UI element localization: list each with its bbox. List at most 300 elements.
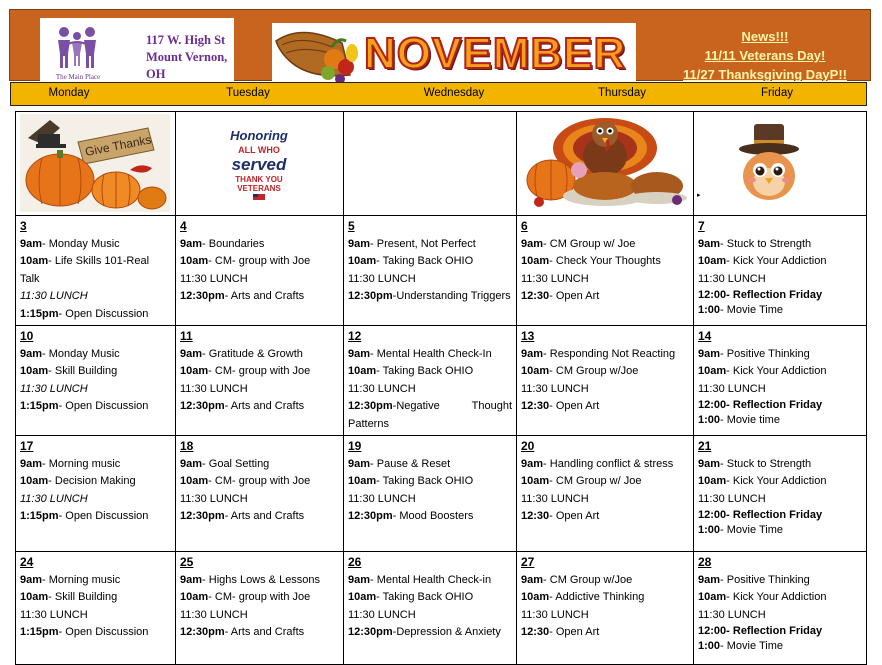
- day-number: 24: [20, 555, 34, 569]
- schedule-event: [20, 456, 171, 474]
- give-thanks-pumpkins-icon: [20, 114, 170, 212]
- event-title: Arts and Crafts: [230, 510, 305, 522]
- event-time: 1:15pm: [20, 626, 59, 638]
- event-separator: -: [370, 573, 377, 586]
- event-title: Mental Health Check-in: [376, 573, 492, 586]
- honoring-line: THANK YOU: [235, 175, 283, 184]
- schedule-event: [180, 288, 339, 306]
- schedule-event: [521, 607, 689, 625]
- event-time: 12:00: [698, 399, 727, 411]
- event-separator: -: [202, 457, 209, 470]
- event-separator: -: [549, 400, 556, 412]
- week-row: [16, 436, 867, 552]
- event-title: Taking Back OHIO: [382, 475, 474, 487]
- schedule-event: [698, 398, 862, 413]
- event-time: 9am: [698, 347, 721, 360]
- event-separator: -: [208, 365, 215, 377]
- schedule-event: [348, 508, 512, 526]
- schedule-event: [20, 491, 171, 509]
- schedule-event: [180, 624, 339, 642]
- event-separator: -: [726, 255, 733, 267]
- event-title: 11:30 LUNCH: [521, 608, 589, 621]
- day-cell: [517, 552, 694, 665]
- schedule-event: [698, 288, 862, 303]
- event-separator: -: [376, 255, 383, 267]
- event-title: 11:30 LUNCH: [348, 382, 416, 395]
- schedule-event: [521, 288, 689, 306]
- event-title: Negative Thought Patterns: [348, 400, 512, 430]
- image-cell: [176, 112, 344, 216]
- event-separator: -: [376, 591, 383, 603]
- event-time: 9am: [521, 573, 544, 586]
- event-title: CM Group w/ Joe: [549, 237, 636, 250]
- event-title: 11:30 LUNCH: [20, 492, 88, 505]
- event-title: Open Art: [555, 510, 600, 522]
- event-separator: -: [48, 591, 55, 603]
- event-time: 1:00: [698, 304, 721, 316]
- event-title: CM Group w/ Joe: [555, 475, 642, 487]
- event-separator: -: [202, 347, 209, 360]
- day-cell: [16, 326, 176, 436]
- schedule-event: [348, 381, 512, 399]
- event-title: Kick Your Addiction: [732, 255, 827, 267]
- schedule-event: [20, 346, 171, 364]
- schedule-event: [180, 253, 339, 271]
- schedule-event: [180, 363, 339, 381]
- event-title: Movie Time: [726, 304, 784, 316]
- schedule-event: [521, 236, 689, 254]
- day-number: 7: [698, 219, 705, 233]
- image-cell: [694, 112, 867, 216]
- event-time: 12:00: [698, 289, 727, 301]
- schedule-event: [20, 508, 171, 526]
- event-separator: -: [720, 457, 727, 470]
- event-title: Decision Making: [54, 475, 136, 487]
- event-title: Kick Your Addiction: [732, 365, 827, 377]
- day-cell: [176, 216, 344, 326]
- cornucopia-icon: [272, 23, 362, 87]
- event-title: 11:30 LUNCH: [348, 272, 416, 285]
- event-time: 9am: [180, 237, 203, 250]
- event-title: Monday Music: [48, 347, 120, 360]
- event-title: Stuck to Strength: [726, 457, 812, 470]
- main-place-logo-icon: [46, 24, 108, 70]
- schedule-event: [521, 508, 689, 526]
- event-title: Kick Your Addiction: [732, 475, 827, 487]
- event-time: 9am: [348, 573, 371, 586]
- event-title: CM Group w/Joe: [549, 573, 633, 586]
- schedule-event: [521, 271, 689, 289]
- schedule-event: [348, 456, 512, 474]
- schedule-event: [180, 572, 339, 590]
- event-time: 9am: [698, 237, 721, 250]
- event-separator: -: [543, 237, 550, 250]
- event-title: Addictive Thinking: [555, 591, 645, 603]
- event-time: 12:30: [521, 400, 550, 412]
- event-time: 9am: [698, 457, 721, 470]
- event-time: 12:30pm: [180, 510, 225, 522]
- schedule-event: [698, 523, 862, 538]
- week-row: [16, 552, 867, 665]
- schedule-event: [521, 572, 689, 590]
- event-time: 1:15pm: [20, 510, 59, 522]
- event-title: Morning music: [48, 573, 121, 586]
- event-time: 12:30: [521, 290, 550, 302]
- schedule-event: [698, 456, 862, 474]
- schedule-event: [698, 271, 862, 289]
- image-row: [16, 112, 867, 216]
- event-title: 11:30 LUNCH: [521, 492, 589, 505]
- day-number: 3: [20, 219, 27, 233]
- month-title-box: [272, 23, 636, 87]
- event-separator: -: [208, 255, 215, 267]
- event-time: 9am: [20, 347, 43, 360]
- schedule-event: [20, 363, 171, 381]
- event-separator: -: [370, 457, 377, 470]
- day-cell: [517, 436, 694, 552]
- weekday-label: Thursday: [598, 87, 646, 99]
- day-cell: [16, 436, 176, 552]
- event-separator: -: [549, 475, 556, 487]
- event-time: 12:30pm: [348, 626, 393, 638]
- event-time: 9am: [521, 237, 544, 250]
- event-separator: -: [549, 591, 556, 603]
- event-title: Reflection Friday: [732, 625, 823, 637]
- event-separator: -: [726, 365, 733, 377]
- event-title: Handling conflict & stress: [549, 457, 674, 470]
- schedule-event: [20, 236, 171, 254]
- event-time: 12:30pm: [348, 290, 393, 302]
- event-separator: -: [48, 365, 55, 377]
- event-title: Responding Not Reacting: [549, 347, 676, 360]
- image-cell: [16, 112, 176, 216]
- event-separator: -: [42, 457, 49, 470]
- image-cell: [344, 112, 517, 216]
- event-separator: -: [726, 475, 733, 487]
- event-title: Open Discussion: [65, 626, 149, 638]
- honoring-line: served: [231, 155, 287, 174]
- event-time: 9am: [20, 573, 43, 586]
- schedule-event: [698, 624, 862, 639]
- event-title: Pause & Reset: [376, 457, 451, 470]
- schedule-event: [180, 398, 339, 416]
- event-title: Check Your Thoughts: [555, 255, 661, 267]
- event-title: Life Skills 101-Real Talk: [20, 255, 150, 285]
- event-title: CM- group with Joe: [214, 365, 311, 377]
- event-time: 12:30pm: [348, 400, 393, 412]
- day-number: 11: [180, 329, 193, 343]
- schedule-event: [698, 363, 862, 381]
- day-cell: [176, 436, 344, 552]
- news-item: 11/27 Thanksgiving DayP!!: [682, 67, 847, 82]
- schedule-event: [698, 236, 862, 254]
- honoring-veterans-icon: [214, 126, 304, 206]
- event-title: Stuck to Strength: [726, 237, 812, 250]
- schedule-event: [20, 288, 171, 306]
- day-cell: [344, 326, 517, 436]
- event-title: CM- group with Joe: [214, 591, 311, 603]
- day-cell: [176, 326, 344, 436]
- logo-caption: The Main Place: [55, 73, 101, 81]
- schedule-event: [20, 607, 171, 625]
- event-time: 10am: [698, 475, 727, 487]
- event-time: 10am: [348, 255, 377, 267]
- event-title: Arts and Crafts: [230, 626, 305, 638]
- calendar-grid: [15, 111, 867, 665]
- schedule-event: [180, 271, 339, 289]
- event-separator: -: [392, 290, 397, 302]
- event-time: 9am: [20, 457, 43, 470]
- event-separator: -: [726, 289, 733, 301]
- event-title: Boundaries: [208, 237, 265, 250]
- give-thanks-text: Give Thanks: [83, 132, 153, 159]
- event-title: Movie Time: [726, 524, 784, 536]
- event-title: 11:30 LUNCH: [180, 382, 248, 395]
- event-title: Positive Thinking: [726, 347, 810, 360]
- event-time: 9am: [348, 347, 371, 360]
- event-time: 1:00: [698, 524, 721, 536]
- event-title: Present, Not Perfect: [376, 237, 476, 250]
- schedule-event: [20, 306, 171, 324]
- turkey-feast-icon: [521, 114, 689, 210]
- event-time: 12:30pm: [180, 400, 225, 412]
- weekday-label: Wednesday: [423, 87, 485, 99]
- day-cell: [694, 436, 867, 552]
- honoring-line: VETERANS: [237, 184, 281, 193]
- day-number: 19: [348, 439, 362, 453]
- event-title: Mood Boosters: [399, 510, 474, 522]
- event-title: Gratitude & Growth: [208, 347, 303, 360]
- day-number: 17: [20, 439, 34, 453]
- news-item: 11/11 Veterans Day!: [704, 48, 826, 63]
- event-separator: -: [392, 626, 397, 638]
- event-separator: -: [58, 510, 66, 522]
- schedule-event: [698, 473, 862, 491]
- event-separator: -: [720, 414, 727, 426]
- event-time: 10am: [521, 365, 550, 377]
- event-separator: -: [726, 509, 733, 521]
- schedule-event: [521, 363, 689, 381]
- event-separator: -: [376, 365, 383, 377]
- day-cell: [16, 552, 176, 665]
- event-separator: -: [720, 237, 727, 250]
- event-title: 11:30 LUNCH: [348, 492, 416, 505]
- week-row: [16, 216, 867, 326]
- schedule-event: [698, 253, 862, 271]
- event-title: 11:30 LUNCH: [698, 272, 766, 285]
- event-separator: -: [58, 307, 66, 320]
- event-separator: -: [370, 237, 377, 250]
- event-separator: -: [42, 347, 49, 360]
- event-separator: -: [549, 626, 556, 638]
- schedule-event: [698, 572, 862, 590]
- event-time: 1:00: [698, 414, 721, 426]
- schedule-event: [20, 572, 171, 590]
- event-title: 11:30 LUNCH: [20, 382, 88, 395]
- weekday-label: Monday: [48, 87, 90, 99]
- event-separator: -: [370, 347, 377, 360]
- event-separator: -: [58, 400, 66, 412]
- schedule-event: [521, 381, 689, 399]
- schedule-event: [180, 491, 339, 509]
- event-title: 11:30 LUNCH: [698, 608, 766, 621]
- schedule-event: [180, 607, 339, 625]
- event-separator: -: [543, 573, 550, 586]
- event-time: 10am: [20, 591, 49, 603]
- event-title: Arts and Crafts: [230, 400, 305, 412]
- event-title: Open Art: [555, 400, 600, 412]
- event-title: Highs Lows & Lessons: [208, 573, 321, 586]
- schedule-event: [521, 253, 689, 271]
- schedule-event: [180, 381, 339, 399]
- day-number: 28: [698, 555, 712, 569]
- news-heading: News!!!: [741, 29, 789, 44]
- event-separator: -: [376, 475, 383, 487]
- schedule-event: [698, 639, 862, 654]
- schedule-event: [180, 236, 339, 254]
- event-separator: -: [726, 591, 733, 603]
- event-time: 10am: [698, 365, 727, 377]
- event-separator: -: [726, 625, 733, 637]
- schedule-event: [348, 624, 512, 642]
- event-time: 9am: [20, 237, 43, 250]
- schedule-event: [698, 508, 862, 523]
- event-title: Open Discussion: [65, 307, 149, 320]
- event-title: 11:30 LUNCH: [698, 382, 766, 395]
- event-time: 9am: [180, 457, 203, 470]
- event-separator: -: [48, 475, 55, 487]
- day-number: 18: [180, 439, 194, 453]
- schedule-event: [348, 363, 512, 381]
- event-time: 12:30pm: [348, 510, 393, 522]
- day-number: 21: [698, 439, 712, 453]
- event-separator: -: [208, 475, 215, 487]
- event-separator: -: [392, 400, 397, 412]
- event-title: CM- group with Joe: [214, 475, 311, 487]
- event-separator: -: [202, 237, 209, 250]
- weekday-header: [10, 82, 867, 106]
- schedule-event: [20, 253, 171, 288]
- event-title: 11:30 LUNCH: [698, 492, 766, 505]
- schedule-event: [180, 589, 339, 607]
- schedule-event: [521, 491, 689, 509]
- month-title: NOVEMBER: [364, 29, 627, 78]
- schedule-event: [20, 381, 171, 399]
- schedule-event: [348, 236, 512, 254]
- schedule-event: [180, 508, 339, 526]
- event-title: CM Group w/Joe: [555, 365, 639, 377]
- day-number: 13: [521, 329, 535, 343]
- schedule-event: [348, 607, 512, 625]
- day-number: 26: [348, 555, 362, 569]
- event-title: Taking Back OHIO: [382, 591, 474, 603]
- day-number: 27: [521, 555, 535, 569]
- pilgrim-chick-icon: [730, 118, 810, 206]
- event-time: 1:15pm: [20, 307, 59, 320]
- event-title: Taking Back OHIO: [382, 255, 474, 267]
- day-cell: [344, 436, 517, 552]
- event-time: 9am: [348, 457, 371, 470]
- event-title: Morning music: [48, 457, 121, 470]
- event-time: 10am: [521, 591, 550, 603]
- event-time: 10am: [180, 591, 209, 603]
- honoring-line: Honoring: [230, 128, 288, 143]
- event-separator: -: [720, 524, 727, 536]
- event-time: 12:30pm: [180, 290, 225, 302]
- event-time: 10am: [180, 365, 209, 377]
- event-time: 9am: [180, 347, 203, 360]
- event-title: 11:30 LUNCH: [348, 608, 416, 621]
- event-time: 12:30: [521, 626, 550, 638]
- schedule-event: [698, 413, 862, 428]
- schedule-event: [698, 303, 862, 318]
- event-separator: -: [726, 399, 733, 411]
- event-time: 1:15pm: [20, 400, 59, 412]
- event-title: 11:30 LUNCH: [180, 272, 248, 285]
- schedule-event: [20, 589, 171, 607]
- event-time: 10am: [20, 365, 49, 377]
- event-time: 9am: [348, 237, 371, 250]
- schedule-event: [521, 624, 689, 642]
- image-cell: [517, 112, 694, 216]
- event-time: 10am: [521, 475, 550, 487]
- event-time: 10am: [20, 255, 49, 267]
- event-title: Skill Building: [54, 365, 118, 377]
- event-separator: -: [549, 365, 556, 377]
- event-title: Reflection Friday: [732, 509, 823, 521]
- event-title: Monday Music: [48, 237, 120, 250]
- day-cell: [176, 552, 344, 665]
- week-row: [16, 326, 867, 436]
- schedule-event: [348, 346, 512, 364]
- schedule-event: [180, 456, 339, 474]
- event-separator: -: [720, 304, 727, 316]
- schedule-event: [20, 398, 171, 416]
- stray-glyph: ▸: [697, 192, 701, 199]
- event-time: 10am: [348, 475, 377, 487]
- event-title: Reflection Friday: [732, 289, 823, 301]
- schedule-event: [521, 398, 689, 416]
- schedule-event: [348, 473, 512, 491]
- schedule-event: [180, 346, 339, 364]
- event-title: Reflection Friday: [732, 399, 823, 411]
- event-separator: -: [224, 510, 231, 522]
- event-title: Understanding Triggers: [396, 290, 511, 302]
- event-time: 10am: [20, 475, 49, 487]
- event-time: 10am: [521, 255, 550, 267]
- day-cell: [16, 216, 176, 326]
- event-title: Kick Your Addiction: [732, 591, 827, 603]
- schedule-event: [521, 589, 689, 607]
- event-time: 12:00: [698, 509, 727, 521]
- event-title: Positive Thinking: [726, 573, 810, 586]
- day-number: 4: [180, 219, 187, 233]
- event-separator: -: [720, 347, 727, 360]
- event-time: 9am: [521, 457, 544, 470]
- event-title: Arts and Crafts: [230, 290, 305, 302]
- day-number: 20: [521, 439, 535, 453]
- weekday-label: Tuesday: [226, 87, 270, 99]
- day-number: 14: [698, 329, 712, 343]
- event-time: 10am: [348, 365, 377, 377]
- day-cell: [694, 326, 867, 436]
- schedule-event: [348, 491, 512, 509]
- event-title: Mental Health Check-In: [376, 347, 492, 360]
- schedule-event: [348, 572, 512, 590]
- schedule-event: [698, 589, 862, 607]
- event-separator: -: [224, 290, 231, 302]
- schedule-event: [348, 271, 512, 289]
